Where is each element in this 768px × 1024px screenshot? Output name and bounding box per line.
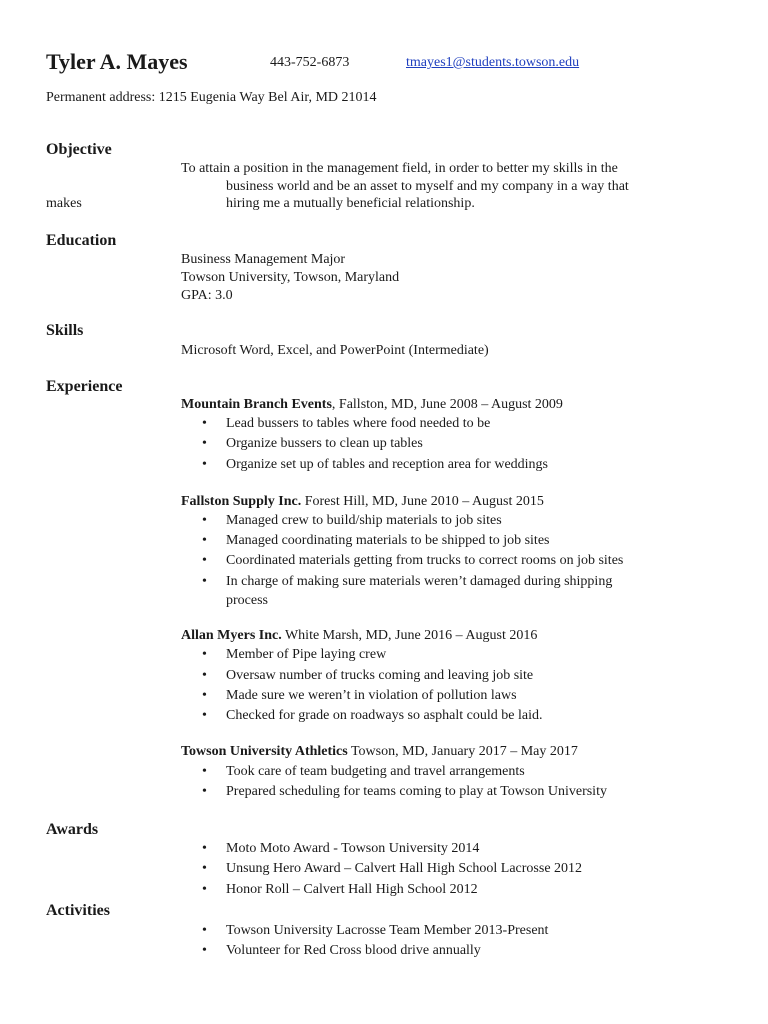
list-item-text: Member of Pipe laying crew	[226, 647, 387, 662]
list-item-text: Moto Moto Award - Towson University 2014	[226, 841, 480, 856]
education-heading: Education	[46, 232, 117, 249]
objective-line-2: business world and be an asset to myself and my company in a way that	[226, 179, 629, 194]
job-org: Mountain Branch Events	[181, 397, 332, 412]
bullet-icon: •	[202, 688, 207, 703]
job-title-line	[181, 397, 563, 413]
list-item-text: Unsung Hero Award – Calvert Hall High School Lacrosse 2012	[226, 861, 583, 876]
job-title-line	[181, 628, 537, 644]
bullet-icon: •	[202, 574, 207, 589]
job-title-line	[181, 494, 544, 510]
bullet-icon: •	[202, 647, 207, 662]
bullet-icon: •	[202, 436, 207, 451]
job-detail: Towson, MD, January 2017 – May 2017	[347, 744, 578, 759]
bullet-continuation: process	[226, 593, 268, 608]
job-detail: , Fallston, MD, June 2008 – August 2009	[331, 397, 563, 412]
bullet-icon: •	[202, 943, 207, 958]
bullet-icon: •	[202, 708, 207, 723]
list-item-text: Managed coordinating materials to be shipped to job sites	[226, 533, 550, 548]
email-link[interactable]: tmayes1@students.towson.edu	[406, 55, 580, 70]
list-item-text: Checked for grade on roadways so asphalt could be laid.	[226, 708, 543, 723]
list-item-text: Prepared scheduling for teams coming to play at Towson University	[226, 784, 607, 799]
education-gpa: GPA: 3.0	[181, 288, 233, 303]
objective-line-3: hiring me a mutually beneficial relationship.	[226, 196, 475, 211]
bullet-icon: •	[202, 882, 207, 897]
list-item-text: Organize set up of tables and reception area for weddings	[226, 457, 549, 472]
bullet-icon: •	[202, 784, 207, 799]
awards-heading: Awards	[46, 821, 99, 838]
list-item-text: Volunteer for Red Cross blood drive annually	[226, 943, 481, 958]
list-item-text: Took care of team budgeting and travel arrangements	[226, 764, 525, 779]
job-org: Towson University Athletics	[181, 744, 348, 759]
education-school: Towson University, Towson, Maryland	[181, 270, 400, 285]
bullet-icon: •	[202, 416, 207, 431]
permanent-address: Permanent address: 1215 Eugenia Way Bel Air, MD 21014	[46, 90, 377, 105]
bullet-icon: •	[202, 923, 207, 938]
education-major: Business Management Major	[181, 252, 346, 267]
bullet-icon: •	[202, 764, 207, 779]
bullet-icon: •	[202, 457, 207, 472]
list-item-text: Organize bussers to clean up tables	[226, 436, 423, 451]
job-detail: Forest Hill, MD, June 2010 – August 2015	[301, 494, 544, 509]
job-title-line	[181, 744, 578, 760]
bullet-icon: •	[202, 513, 207, 528]
skills-heading: Skills	[46, 322, 84, 339]
objective-heading: Objective	[46, 141, 112, 158]
job-org: Allan Myers Inc.	[181, 628, 282, 643]
job-detail: White Marsh, MD, June 2016 – August 2016	[281, 628, 538, 643]
bullet-icon: •	[202, 668, 207, 683]
list-item-text: Oversaw number of trucks coming and leaving job site	[226, 668, 534, 683]
list-item-text: Honor Roll – Calvert Hall High School 2012	[226, 882, 478, 897]
skills-line: Microsoft Word, Excel, and PowerPoint (Intermediate)	[181, 343, 489, 358]
list-item-text: Made sure we weren’t in violation of pollution laws	[226, 688, 517, 703]
resume-name: Tyler A. Mayes	[46, 49, 188, 74]
job-org: Fallston Supply Inc.	[181, 494, 302, 509]
bullet-icon: •	[202, 553, 207, 568]
list-item-text: Coordinated materials getting from trucks to correct rooms on job sites	[226, 553, 624, 568]
bullet-icon: •	[202, 533, 207, 548]
activities-heading: Activities	[46, 902, 110, 919]
phone-number: 443-752-6873	[270, 55, 350, 70]
bullet-icon: •	[202, 841, 207, 856]
experience-heading: Experience	[46, 378, 123, 395]
bullet-icon: •	[202, 861, 207, 876]
objective-stray-word: makes	[46, 196, 82, 211]
list-item-text: Lead bussers to tables where food needed to be	[226, 416, 491, 431]
list-item-text: Managed crew to build/ship materials to job sites	[226, 513, 502, 528]
objective-line-1: To attain a position in the management field, in order to better my skills in the	[181, 161, 618, 176]
list-item-text: In charge of making sure materials weren’t damaged during shipping	[226, 574, 613, 589]
list-item-text: Towson University Lacrosse Team Member 2013-Present	[226, 923, 549, 938]
